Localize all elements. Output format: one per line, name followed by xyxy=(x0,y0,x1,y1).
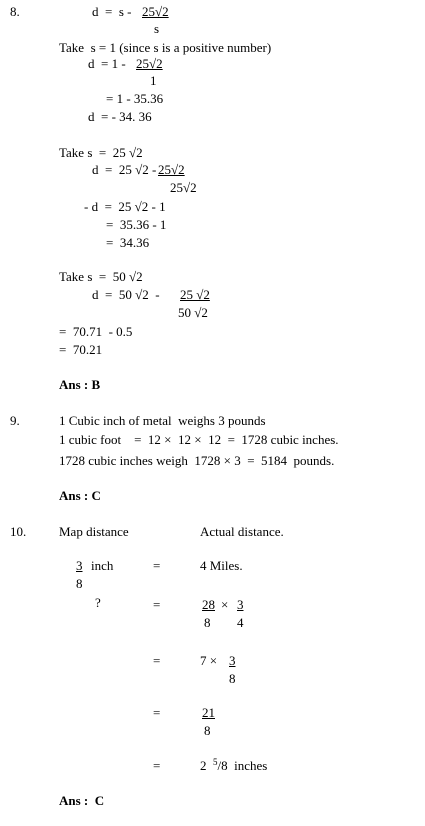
distance-formula-lhs: d = s - xyxy=(92,4,132,19)
row-4-denominator: 8 xyxy=(204,723,211,738)
case-3-numerator: 25 √2 xyxy=(180,287,210,302)
row-5-whole: 2 xyxy=(200,758,207,773)
case-1-heading: Take s = 1 (since s is a positive number) xyxy=(59,40,272,55)
question-number-9: 9. xyxy=(10,413,20,428)
column-header-actual-distance: Actual distance. xyxy=(200,524,284,539)
row-5-equals: = xyxy=(153,758,161,773)
case-1-denominator: 1 xyxy=(150,73,157,88)
row-2-numerator-2: 3 xyxy=(237,597,244,612)
row-1-unit: inch xyxy=(91,558,114,573)
question-number-8: 8. xyxy=(10,4,20,19)
row-5-rest: /8 inches xyxy=(217,758,268,773)
row-3-numerator: 3 xyxy=(229,653,236,668)
row-2-times: × xyxy=(221,597,229,612)
case-2-calc-line-1: - d = 25 √2 - 1 xyxy=(84,199,166,214)
row-1-fraction-numerator: 3 xyxy=(76,558,83,573)
q9-line-1: 1 Cubic inch of metal weighs 3 pounds xyxy=(59,413,266,428)
case-2-denominator: 25√2 xyxy=(170,180,197,195)
q9-line-2: 1 cubic foot = 12 × 12 × 12 = 1728 cubic inches. xyxy=(59,432,339,447)
answer-10: Ans : C xyxy=(59,793,105,808)
question-number-10: 10. xyxy=(10,524,27,539)
case-2-calc-line-3: = 34.36 xyxy=(106,235,150,250)
row-4-numerator: 21 xyxy=(202,705,215,720)
case-3-calc-line-2: = 70.21 xyxy=(59,342,103,357)
row-1-fraction-denominator: 8 xyxy=(76,576,83,591)
case-2-calc-line-2: = 35.36 - 1 xyxy=(106,217,167,232)
case-3-equation-lhs: d = 50 √2 - xyxy=(92,287,160,302)
case-3-heading: Take s = 50 √2 xyxy=(59,269,143,284)
row-1-equals: = xyxy=(153,558,161,573)
distance-formula-numerator: 25√2 xyxy=(142,4,169,19)
case-1-numerator: 25√2 xyxy=(136,56,163,71)
case-2-numerator: 25√2 xyxy=(158,162,185,177)
row-2-unknown: ? xyxy=(95,595,101,610)
answer-9: Ans : C xyxy=(59,488,101,503)
row-2-denominator-2: 4 xyxy=(237,615,244,630)
column-header-map-distance: Map distance xyxy=(59,524,129,539)
row-2-denominator-1: 8 xyxy=(204,615,211,630)
case-1-calc-line-1: = 1 - 35.36 xyxy=(106,91,164,106)
case-2-equation-lhs: d = 25 √2 - xyxy=(92,162,157,177)
row-5-result xyxy=(200,758,267,775)
row-2-equals: = xyxy=(153,597,161,612)
case-1-equation-lhs: d = 1 - xyxy=(88,56,126,71)
case-3-calc-line-1: = 70.71 - 0.5 xyxy=(59,324,133,339)
row-4-equals: = xyxy=(153,705,161,720)
q9-line-3: 1728 cubic inches weigh 1728 × 3 = 5184 pounds. xyxy=(59,453,335,468)
row-3-denominator: 8 xyxy=(229,671,236,686)
row-3-lead: 7 × xyxy=(200,653,218,668)
row-2-numerator-1: 28 xyxy=(202,597,215,612)
case-3-denominator: 50 √2 xyxy=(178,305,208,320)
row-3-equals: = xyxy=(153,653,161,668)
row-5-superscript: 5 xyxy=(213,757,218,767)
row-1-actual: 4 Miles. xyxy=(200,558,243,573)
distance-formula-denominator: s xyxy=(154,21,160,36)
case-1-calc-line-2: d = - 34. 36 xyxy=(88,109,152,124)
case-2-heading: Take s = 25 √2 xyxy=(59,145,143,160)
answer-8: Ans : B xyxy=(59,377,101,392)
